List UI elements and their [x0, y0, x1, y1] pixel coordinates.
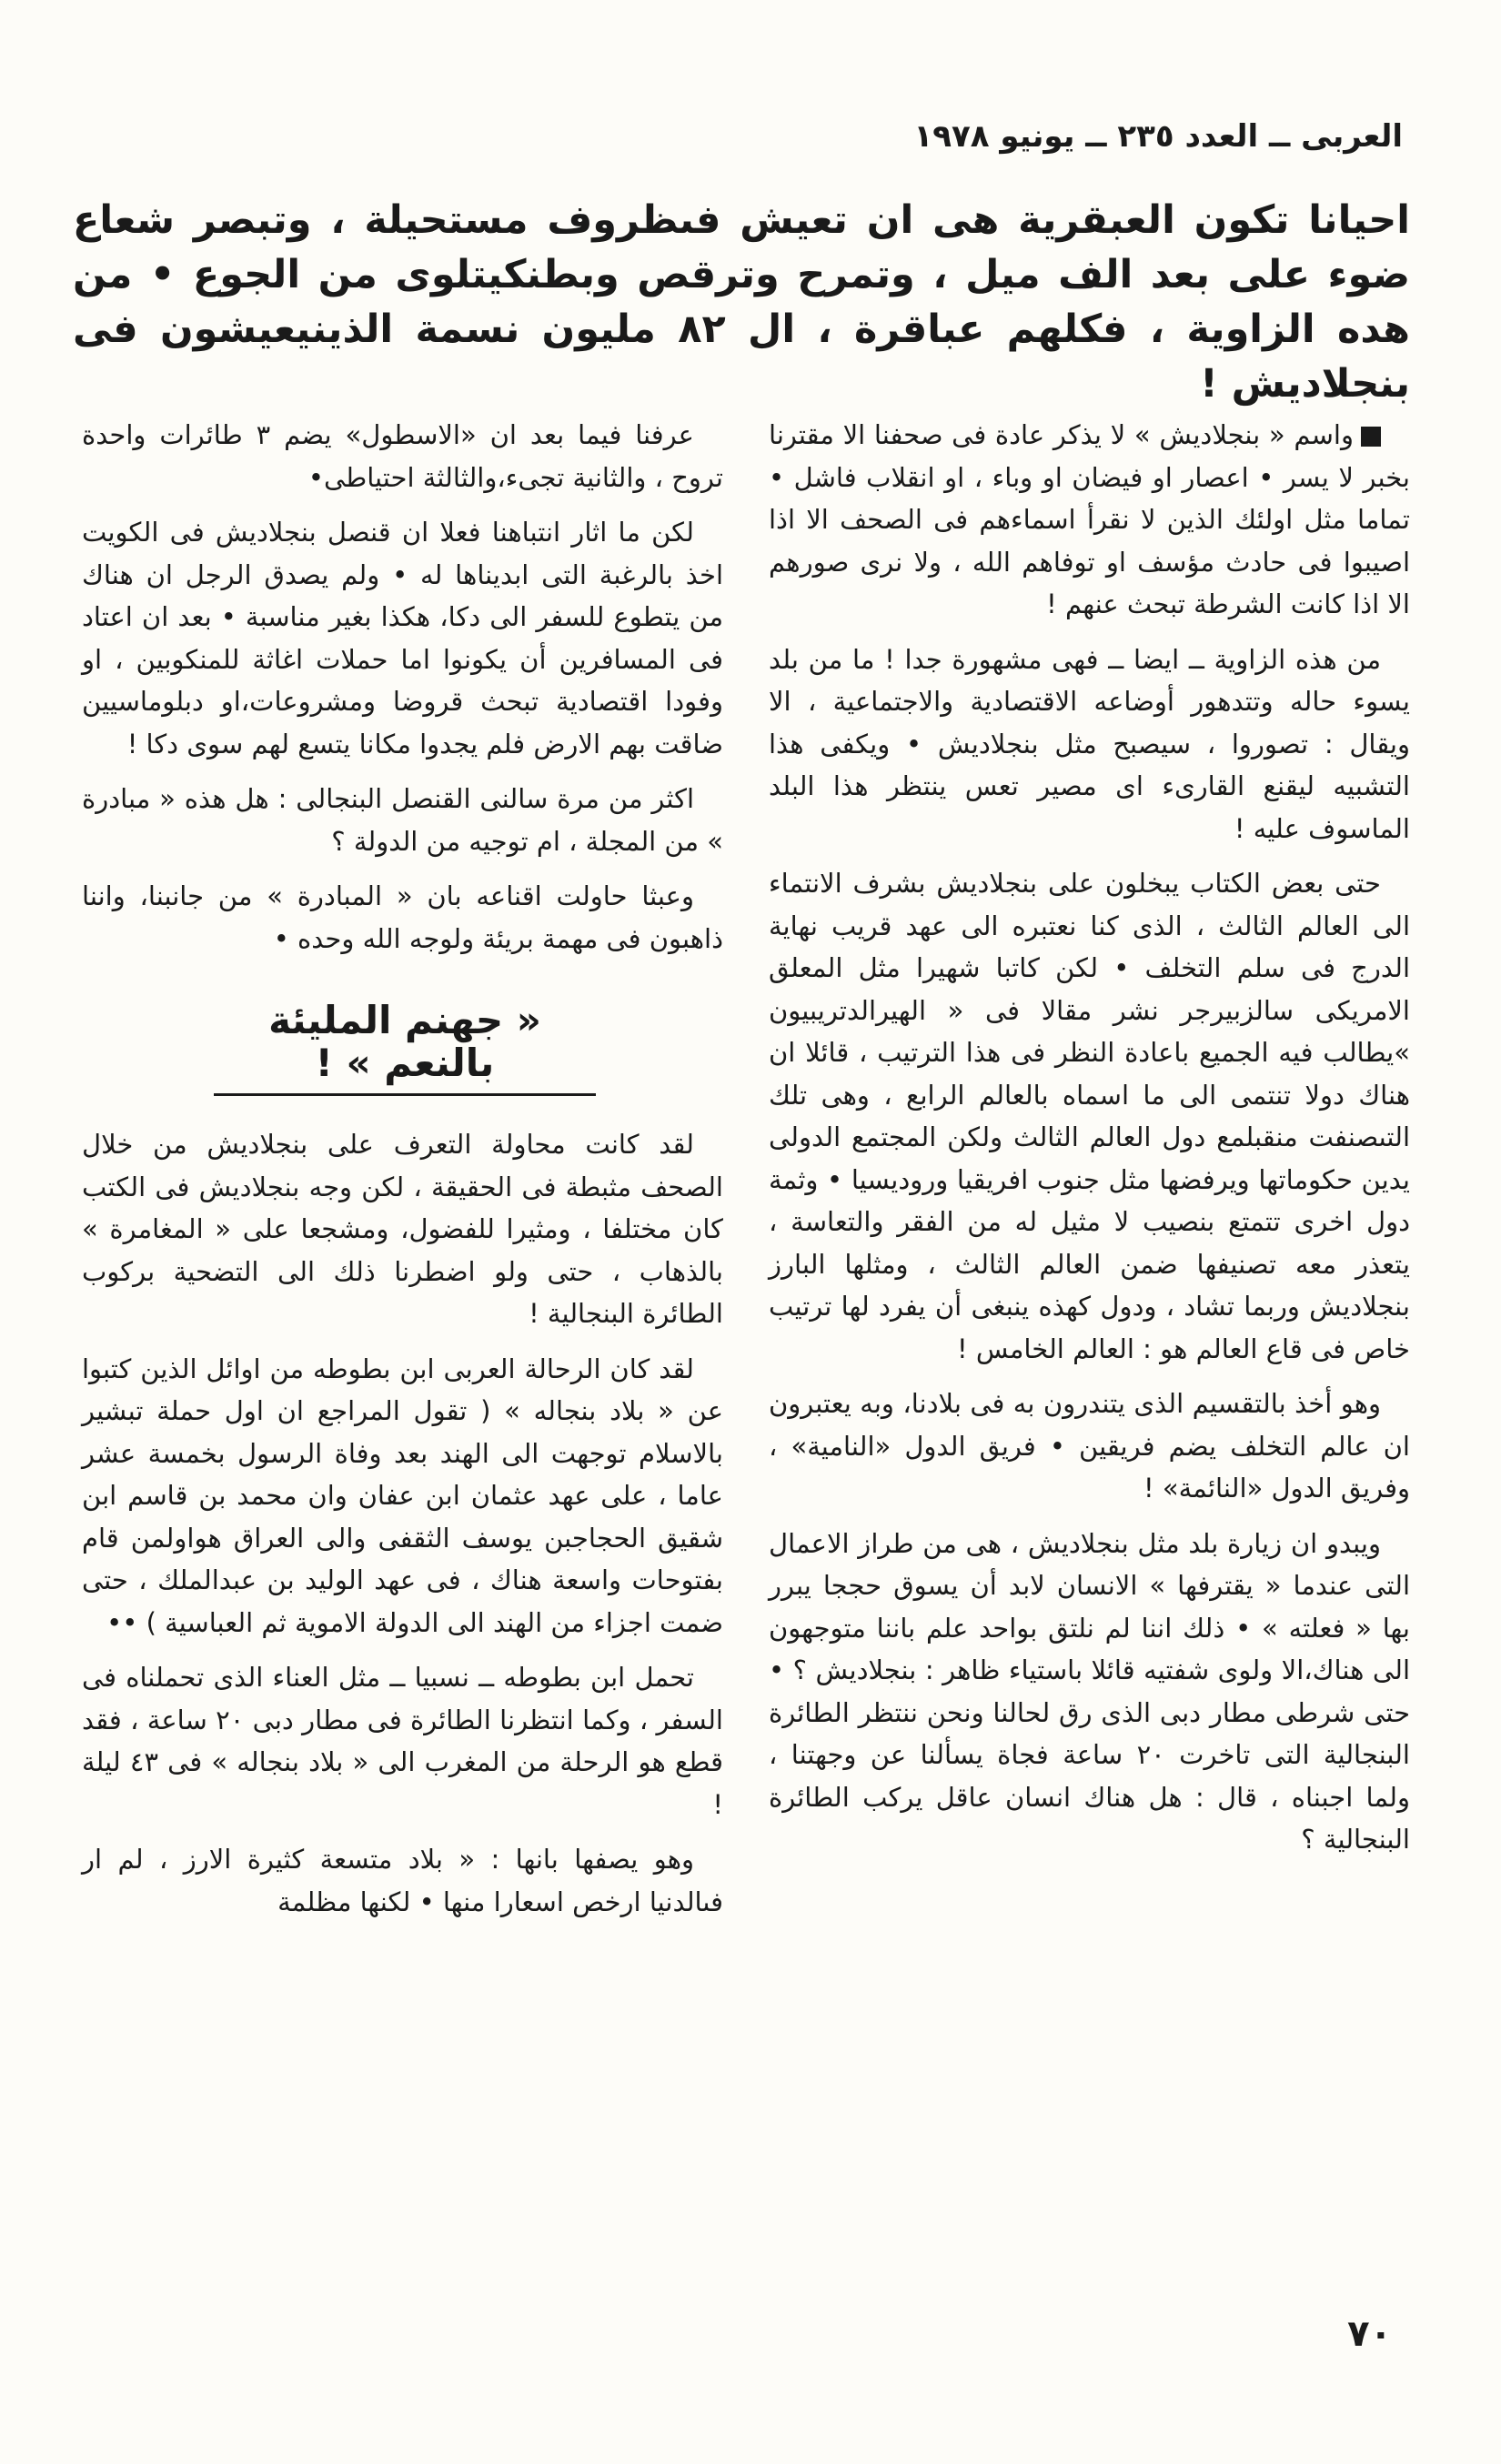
paragraph: حتى بعض الكتاب يبخلون على بنجلاديش بشرف الانتماء الى العالم الثالث ، الذى كنا نعتبره الى عهد قريب نهاية الدرج فى سلم التخلف • لكن كاتبا شهيرا مثل المعلق الامريكى سالزبيرجر نشر مقالا فى « الهيرالدتريبيون »يطالب فيه الجميع باعادة النظر فى هذا الترتيب ، قائلا ان هناك دولا تنتمى الى ما اسماه بالعالم الرابع ، وهى تلك التىصنفت منقبلمع دول العالم الثالث ولكن المجتمع الدولى يدين حكوماتها ويرفضها مثل جنوب افريقيا وروديسيا • وثمة دول اخرى تتمتع بنصيب لا مثيل له من الفقر والتعاسة ، يتعذر معه تصنيفها ضمن العالم الثالث ، ومثلها البارز بنجلاديش وربما تشاد ، ودول كهذه ينبغى أن يفرد لها ترتيب خاص فى قاع العالم هو : العالم الخامس ! [769, 868, 1410, 1364]
section-subheading: « جهنم المليئة بالنعم » ! [214, 1000, 596, 1096]
page-number: ٧٠ [1347, 2313, 1392, 2355]
left-column [82, 414, 723, 1936]
paragraph: وهو يصفها بانها : « بلاد متسعة كثيرة الارز ، لم ار فىالدنيا ارخص اسعارا منها • لكنها مظلمة [82, 1844, 723, 1917]
paragraph: من هذه الزاوية ــ ايضا ــ فهى مشهورة جدا ! ما من بلد يسوء حاله وتتدهور أوضاعه الاقتصادية والاجتماعية ، الا ويقال : تصوروا ، سيصبح مثل بنجلاديش • ويكفى هذا التشبيه ليقنع القارىء اى مصير تعس ينتظر هذا البلد الماسوف عليه ! [769, 643, 1410, 844]
paragraph: اكثر من مرة سالنى القنصل البنجالى : هل هذه « مبادرة » من المجلة ، ام توجيه من الدولة ؟ [82, 783, 723, 857]
paragraph: لقد كان الرحالة العربى ابن بطوطه من اوائل الذين كتبوا عن « بلاد بنجاله » ( تقول المراجع ان اول حملة تبشير بالاسلام توجهت الى الهند بعد وفاة الرسول بخمسة عشر عاما ، على عهد عثمان ابن عفان وان محمد بن قاسم ابن شقيق الحجاجبن يوسف الثقفى والى العراق هواولمن قام بفتوحات واسعة هناك ، فى عهد الوليد بن عبدالملك ، حتى ضمت اجزاء من الهند الى الدولة الاموية ثم العباسية ) •• [82, 1353, 723, 1638]
paragraph: وعبثا حاولت اقناعه بان « المبادرة » من جانبنا، واننا ذاهبون فى مهمة بريئة ولوجه الله وحده • [82, 880, 723, 954]
paragraph: تحمل ابن بطوطه ــ نسبيا ــ مثل العناء الذى تحملناه فى السفر ، وكما انتظرنا الطائرة فى مطار دبى ٢٠ ساعة ، فقد قطع هو الرحلة من المغرب الى « بلاد بنجاله » فى ٤٣ ليلة ! [82, 1662, 723, 1820]
right-column [769, 414, 1410, 1874]
paragraph: وهو أخذ بالتقسيم الذى يتندرون به فى بلادنا، وبه يعتبرون ان عالم التخلف يضم فريقين • فريق الدول «النامية» ، وفريق الدول «النائمة» ! [769, 1388, 1410, 1504]
paragraph: عرفنا فيما بعد ان «الاسطول» يضم ٣ طائرات واحدة تروح ، والثانية تجىء،والثالثة احتياطى• [82, 419, 723, 493]
lead-paragraph: احيانا تكون العبقرية هى ان تعيش فىظروف مستحيلة ، وتبصر شعاع ضوء على بعد الف ميل ، وتمرح وترقص وبطنكيتلوى من الجوع • من هده الزاوية ، فكلهم عباقرة ، ال ٨٢ مليون نسمة الذينيعيشون فى بنجلاديش ! [73, 197, 1410, 407]
running-header: العربى ــ العدد ٢٣٥ ــ يونيو ١٩٧٨ [913, 118, 1403, 155]
paragraph: لكن ما اثار انتباهنا فعلا ان قنصل بنجلاديش فى الكويت اخذ بالرغبة التى ابديناها له • ولم يصدق الرجل ان هناك من يتطوع للسفر الى دكا، هكذا بغير مناسبة • بعد ان اعتاد فى المسافرين أن يكونوا اما حملات اغاثة للمنكوبين ، او وفودا اقتصادية تبحث قروضا ومشروعات،او دبلوماسيين ضاقت بهم الارض فلم يجدوا مكانا يتسع لهم سوى دكا ! [82, 517, 723, 759]
paragraph: ويبدو ان زيارة بلد مثل بنجلاديش ، هى من طراز الاعمال التى عندما « يقترفها » الانسان لابد أن يسوق حججا يبرر بها « فعلته » • ذلك اننا لم نلتق بواحد علم باننا متوجهون الى هناك،الا ولوى شفتيه قائلا باستياء ظاهر : بنجلاديش ؟ • حتى شرطى مطار دبى الذى رق لحالنا ونحن ننتظر الطائرة البنجالية التى تاخرت ٢٠ ساعة فجاة يسألنا عن وجهتنا ، ولما اجبناه ، قال : هل هناك انسان عاقل يركب الطائرة البنجالية ؟ [769, 1527, 1410, 1855]
paragraph: واسم « بنجلاديش » لا يذكر عادة فى صحفنا الا مقترنا بخبر لا يسر • اعصار او فيضان او وباء ، او انقلاب فاشل • تماما مثل اولئك الذين لا نقرأ اسماءهم فى الصحف الا اذا اصيبوا فى حادث مؤسف او توفاهم الله ، ولا نرى صورهم الا اذا كانت الشرطة تبحث عنهم ! [769, 419, 1410, 619]
square-bullet-icon [1361, 427, 1381, 447]
paragraph: لقد كانت محاولة التعرف على بنجلاديش من خلال الصحف مثبطة فى الحقيقة ، لكن وجه بنجلاديش فى الكتب كان مختلفا ، ومثيرا للفضول، ومشجعا على « المغامرة » بالذهاب ، حتى ولو اضطرنا ذلك الى التضحية بركوب الطائرة البنجالية ! [82, 1129, 723, 1329]
